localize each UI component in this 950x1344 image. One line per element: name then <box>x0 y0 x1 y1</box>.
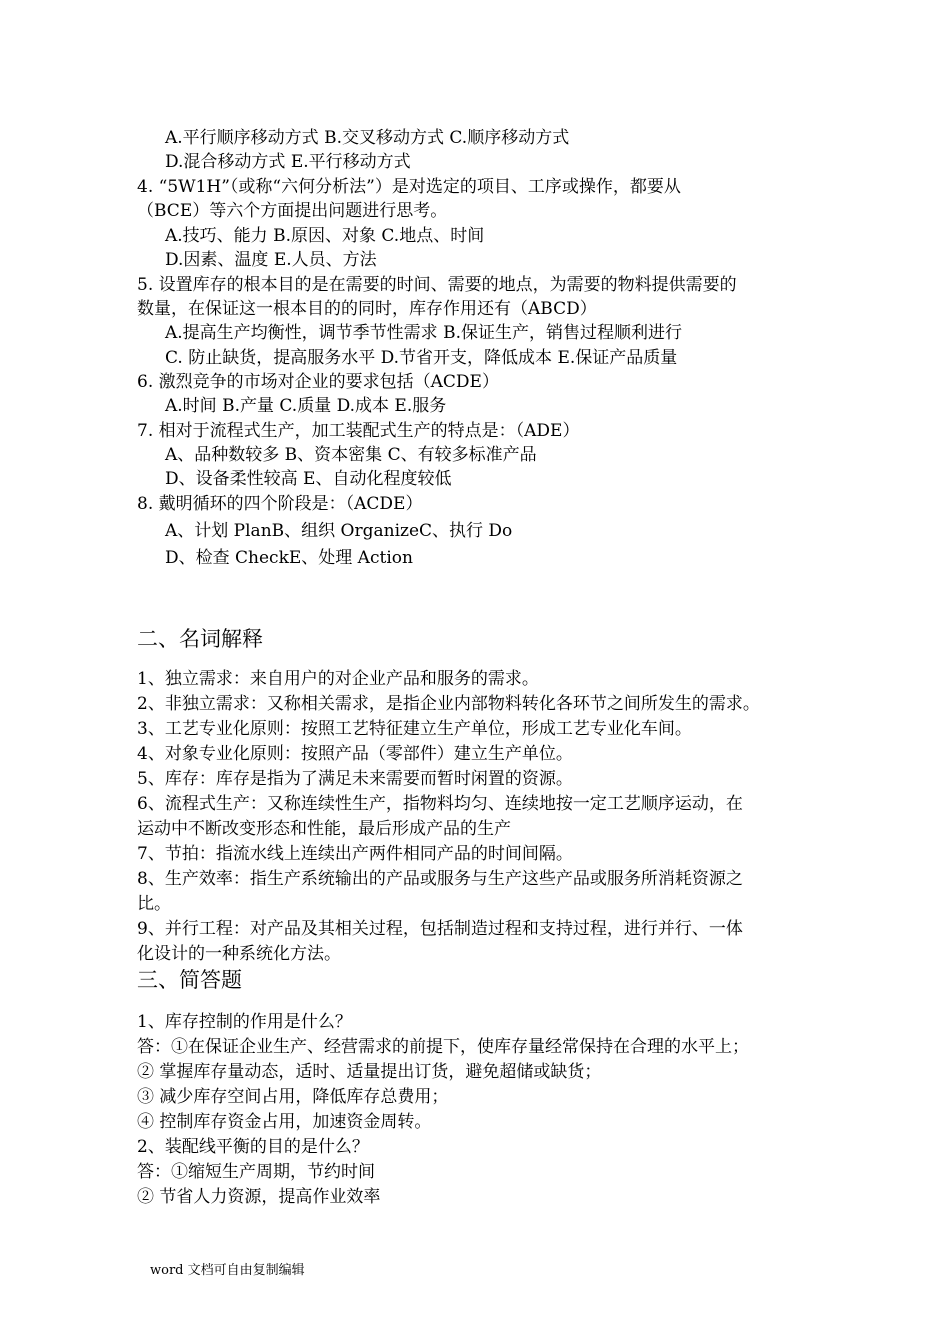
mc-line-10: C. 防止缺货，提高服务水平 D.节省开支，降低成本 E.保证产品质量 <box>165 348 678 368</box>
mc-line-6: D.因素、温度 E.人员、方法 <box>165 250 377 270</box>
mc-line-18: D、检查 CheckE、处理 Action <box>165 548 413 568</box>
qa-line-2: 答：①在保证企业生产、经营需求的前提下，使库存量经常保持在合理的水平上； <box>137 1037 749 1057</box>
page-footer: word 文档可自由复制编辑 <box>150 1263 305 1278</box>
term-line-1: 1、独立需求：来自用户的对企业产品和服务的需求。 <box>137 669 539 689</box>
mc-line-7: 5. 设置库存的根本目的是在需要的时间、需要的地点，为需要的物料提供需要的 <box>137 275 737 295</box>
qa-line-3: ② 掌握库存量动态，适时、适量提出订货，避免超储或缺货； <box>137 1062 602 1082</box>
section-title-short-answer: 三、简答题 <box>137 968 242 992</box>
mc-line-17: A、计划 PlanB、组织 OrganizeC、执行 Do <box>165 521 513 541</box>
mc-line-12: A.时间 B.产量 C.质量 D.成本 E.服务 <box>165 396 447 416</box>
mc-line-13: 7. 相对于流程式生产，加工装配式生产的特点是：（ADE） <box>137 421 580 441</box>
qa-line-7: 答：①缩短生产周期，节约时间 <box>137 1162 375 1182</box>
term-line-9: 8、生产效率：指生产系统输出的产品或服务与生产这些产品或服务所消耗资源之 <box>137 869 743 889</box>
term-line-8: 7、节拍：指流水线上连续出产两件相同产品的时间间隔。 <box>137 844 573 864</box>
mc-line-4: （BCE）等六个方面提出问题进行思考。 <box>137 201 448 221</box>
section-title-terms: 二、名词解释 <box>137 627 263 651</box>
qa-line-8: ② 节省人力资源，提高作业效率 <box>137 1187 381 1207</box>
term-line-11: 9、并行工程：对产品及其相关过程，包括制造过程和支持过程，进行并行、一体 <box>137 919 743 939</box>
mc-line-14: A、品种数较多 B、资本密集 C、有较多标准产品 <box>165 445 537 465</box>
mc-line-3: 4. “5W1H”（或称“六何分析法”）是对选定的项目、工序或操作，都要从 <box>137 177 681 197</box>
qa-line-4: ③ 减少库存空间占用，降低库存总费用； <box>137 1087 449 1107</box>
term-line-4: 4、对象专业化原则：按照产品（零部件）建立生产单位。 <box>137 744 573 764</box>
qa-line-5: ④ 控制库存资金占用，加速资金周转。 <box>137 1112 432 1132</box>
mc-line-16: 8. 戴明循环的四个阶段是：（ACDE） <box>137 494 423 514</box>
term-line-6: 6、流程式生产：又称连续性生产，指物料均匀、连续地按一定工艺顺序运动，在 <box>137 794 743 814</box>
mc-line-5: A.技巧、能力 B.原因、对象 C.地点、时间 <box>165 226 485 246</box>
term-line-2: 2、非独立需求：又称相关需求，是指企业内部物料转化各环节之间所发生的需求。 <box>137 694 760 714</box>
mc-line-9: A.提高生产均衡性，调节季节性需求 B.保证生产，销售过程顺利进行 <box>165 323 682 343</box>
qa-line-6: 2、装配线平衡的目的是什么？ <box>137 1137 369 1157</box>
mc-line-8: 数量，在保证这一根本目的的同时，库存作用还有（ABCD） <box>137 299 597 319</box>
mc-line-11: 6. 激烈竞争的市场对企业的要求包括（ACDE） <box>137 372 499 392</box>
term-line-12: 化设计的一种系统化方法。 <box>137 944 341 964</box>
mc-line-1: A.平行顺序移动方式 B.交叉移动方式 C.顺序移动方式 <box>165 128 570 148</box>
mc-line-15: D、设备柔性较高 E、自动化程度较低 <box>165 469 452 489</box>
term-line-5: 5、库存：库存是指为了满足未来需要而暂时闲置的资源。 <box>137 769 573 789</box>
mc-line-2: D.混合移动方式 E.平行移动方式 <box>165 152 411 172</box>
term-line-3: 3、工艺专业化原则：按照工艺特征建立生产单位，形成工艺专业化车间。 <box>137 719 692 739</box>
term-line-10: 比。 <box>137 894 171 914</box>
term-line-7: 运动中不断改变形态和性能，最后形成产品的生产 <box>137 819 511 839</box>
qa-line-1: 1、库存控制的作用是什么？ <box>137 1012 352 1032</box>
